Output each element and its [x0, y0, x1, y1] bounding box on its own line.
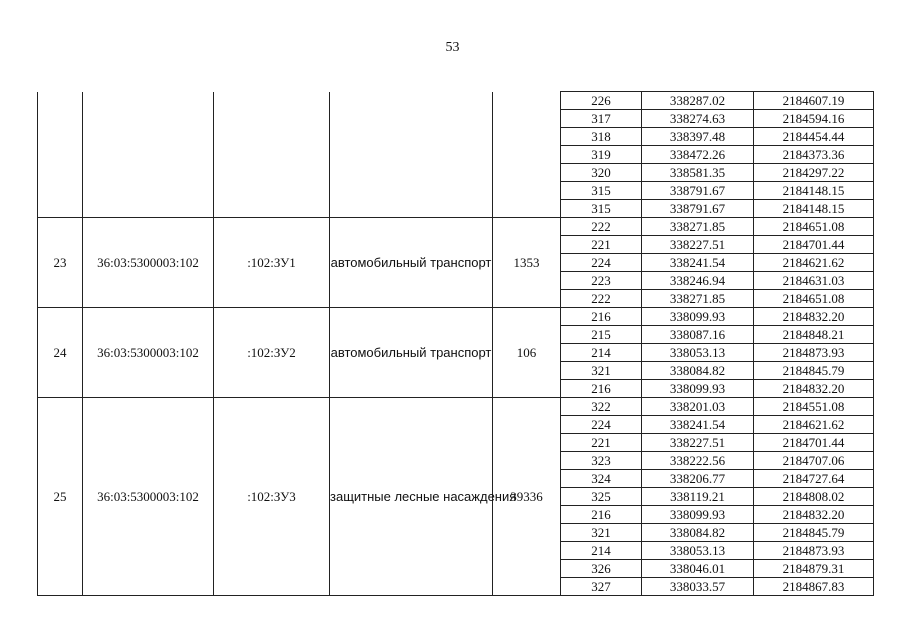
y-coordinate-cell: 2184707.06: [754, 452, 874, 470]
y-coordinate-cell: 2184148.15: [754, 200, 874, 218]
table-row: [38, 398, 874, 416]
area-cell: 106: [493, 308, 561, 398]
y-coordinate-cell: 2184848.21: [754, 326, 874, 344]
cadastral-number-cell: 36:03:5300003:102: [83, 218, 214, 308]
x-coordinate-cell: 338581.35: [642, 164, 754, 182]
y-coordinate-cell: 2184651.08: [754, 290, 874, 308]
x-coordinate-cell: 338084.82: [642, 362, 754, 380]
y-coordinate-cell: 2184701.44: [754, 236, 874, 254]
point-number-cell: 325: [561, 488, 642, 506]
x-coordinate-cell: 338084.82: [642, 524, 754, 542]
x-coordinate-cell: 338791.67: [642, 200, 754, 218]
y-coordinate-cell: 2184607.19: [754, 92, 874, 110]
permitted-use-cell: автомобильный транспорт: [330, 218, 493, 308]
point-number-cell: 222: [561, 290, 642, 308]
parcel-number-cell: 25: [38, 398, 83, 596]
point-number-cell: 315: [561, 182, 642, 200]
x-coordinate-cell: 338201.03: [642, 398, 754, 416]
y-coordinate-cell: 2184845.79: [754, 362, 874, 380]
point-number-cell: 224: [561, 416, 642, 434]
x-coordinate-cell: 338274.63: [642, 110, 754, 128]
point-number-cell: 324: [561, 470, 642, 488]
parcel-designation-cell: :102:ЗУ1: [214, 218, 330, 308]
x-coordinate-cell: 338287.02: [642, 92, 754, 110]
x-coordinate-cell: 338099.93: [642, 380, 754, 398]
x-coordinate-cell: 338472.26: [642, 146, 754, 164]
y-coordinate-cell: 2184832.20: [754, 380, 874, 398]
point-number-cell: 317: [561, 110, 642, 128]
permitted-use-cell: защитные лесные насаждения: [330, 398, 493, 596]
point-number-cell: 318: [561, 128, 642, 146]
y-coordinate-cell: 2184879.31: [754, 560, 874, 578]
table-row: [38, 308, 874, 326]
point-number-cell: 315: [561, 200, 642, 218]
point-number-cell: 226: [561, 92, 642, 110]
y-coordinate-cell: 2184551.08: [754, 398, 874, 416]
table-row: [38, 218, 874, 236]
x-coordinate-cell: 338241.54: [642, 416, 754, 434]
table-row: [38, 92, 874, 110]
point-number-cell: 222: [561, 218, 642, 236]
x-coordinate-cell: 338222.56: [642, 452, 754, 470]
page-number: 53: [445, 40, 460, 55]
x-coordinate-cell: 338246.94: [642, 272, 754, 290]
parcel-coordinates-table: [37, 91, 874, 596]
point-number-cell: 223: [561, 272, 642, 290]
point-number-cell: 321: [561, 362, 642, 380]
point-number-cell: 320: [561, 164, 642, 182]
x-coordinate-cell: 338053.13: [642, 542, 754, 560]
point-number-cell: 216: [561, 506, 642, 524]
point-number-cell: 327: [561, 578, 642, 596]
area-cell: 39336: [493, 398, 561, 596]
y-coordinate-cell: 2184701.44: [754, 434, 874, 452]
y-coordinate-cell: 2184873.93: [754, 344, 874, 362]
point-number-cell: 216: [561, 308, 642, 326]
y-coordinate-cell: 2184621.62: [754, 416, 874, 434]
parcel-number-cell: 23: [38, 218, 83, 308]
y-coordinate-cell: 2184454.44: [754, 128, 874, 146]
point-number-cell: 216: [561, 380, 642, 398]
parcel-designation-cell: :102:ЗУ3: [214, 398, 330, 596]
y-coordinate-cell: 2184832.20: [754, 506, 874, 524]
continuation-area-cell: [493, 92, 561, 218]
x-coordinate-cell: 338227.51: [642, 236, 754, 254]
x-coordinate-cell: 338227.51: [642, 434, 754, 452]
x-coordinate-cell: 338053.13: [642, 344, 754, 362]
y-coordinate-cell: 2184808.02: [754, 488, 874, 506]
permitted-use-cell: автомобильный транспорт: [330, 308, 493, 398]
parcel-number-cell: 24: [38, 308, 83, 398]
y-coordinate-cell: 2184631.03: [754, 272, 874, 290]
y-coordinate-cell: 2184297.22: [754, 164, 874, 182]
cadastral-number-cell: 36:03:5300003:102: [83, 398, 214, 596]
table-body: [38, 92, 874, 596]
point-number-cell: 221: [561, 434, 642, 452]
y-coordinate-cell: 2184621.62: [754, 254, 874, 272]
x-coordinate-cell: 338099.93: [642, 506, 754, 524]
y-coordinate-cell: 2184867.83: [754, 578, 874, 596]
continuation-num-cell: [38, 92, 83, 218]
y-coordinate-cell: 2184873.93: [754, 542, 874, 560]
y-coordinate-cell: 2184594.16: [754, 110, 874, 128]
continuation-cadastral-cell: [83, 92, 214, 218]
point-number-cell: 221: [561, 236, 642, 254]
point-number-cell: 322: [561, 398, 642, 416]
x-coordinate-cell: 338206.77: [642, 470, 754, 488]
continuation-designation-cell: [214, 92, 330, 218]
y-coordinate-cell: 2184651.08: [754, 218, 874, 236]
point-number-cell: 319: [561, 146, 642, 164]
point-number-cell: 214: [561, 344, 642, 362]
area-cell: 1353: [493, 218, 561, 308]
x-coordinate-cell: 338087.16: [642, 326, 754, 344]
y-coordinate-cell: 2184148.15: [754, 182, 874, 200]
x-coordinate-cell: 338791.67: [642, 182, 754, 200]
continuation-use-cell: [330, 92, 493, 218]
point-number-cell: 214: [561, 542, 642, 560]
x-coordinate-cell: 338033.57: [642, 578, 754, 596]
x-coordinate-cell: 338046.01: [642, 560, 754, 578]
x-coordinate-cell: 338119.21: [642, 488, 754, 506]
y-coordinate-cell: 2184845.79: [754, 524, 874, 542]
y-coordinate-cell: 2184727.64: [754, 470, 874, 488]
x-coordinate-cell: 338099.93: [642, 308, 754, 326]
cadastral-number-cell: 36:03:5300003:102: [83, 308, 214, 398]
point-number-cell: 321: [561, 524, 642, 542]
point-number-cell: 326: [561, 560, 642, 578]
x-coordinate-cell: 338397.48: [642, 128, 754, 146]
y-coordinate-cell: 2184832.20: [754, 308, 874, 326]
y-coordinate-cell: 2184373.36: [754, 146, 874, 164]
x-coordinate-cell: 338271.85: [642, 290, 754, 308]
point-number-cell: 323: [561, 452, 642, 470]
parcel-designation-cell: :102:ЗУ2: [214, 308, 330, 398]
x-coordinate-cell: 338271.85: [642, 218, 754, 236]
point-number-cell: 224: [561, 254, 642, 272]
point-number-cell: 215: [561, 326, 642, 344]
x-coordinate-cell: 338241.54: [642, 254, 754, 272]
